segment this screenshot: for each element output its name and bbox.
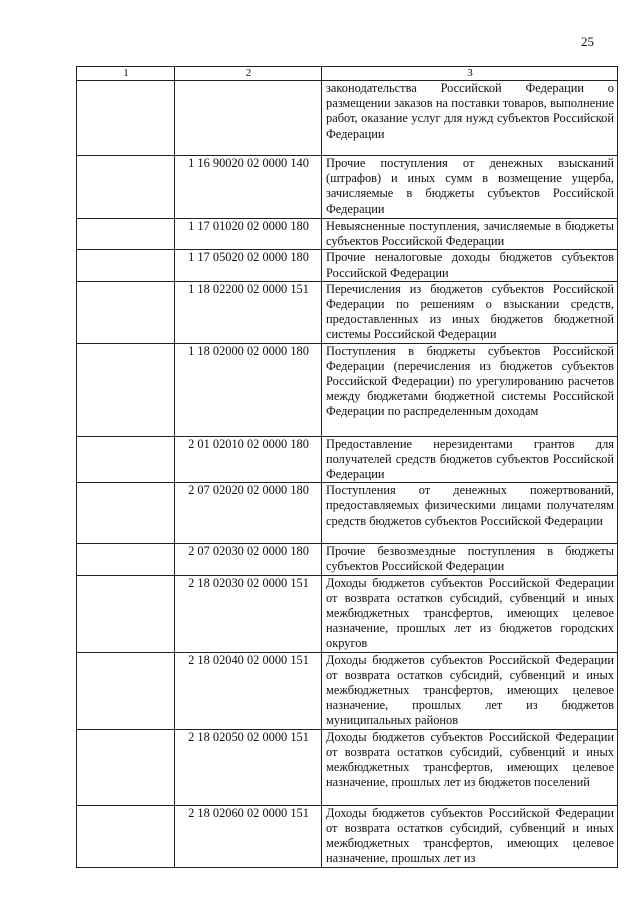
revenue-description-cell: Перечисления из бюджетов субъектов Российской Федерации по решениям о взыскании средств, предоставленных из иных бюджетов бюджетной системы Российской Федерации (322, 281, 618, 343)
admin-code-cell (77, 805, 175, 867)
revenue-code-cell: 1 18 02000 02 0000 180 (175, 343, 322, 436)
revenue-code-cell: 2 01 02010 02 0000 180 (175, 436, 322, 483)
table-row (77, 250, 618, 281)
admin-code-cell (77, 343, 175, 436)
column-header-1: 1 (77, 67, 175, 81)
table-row (77, 652, 618, 729)
revenue-description-cell: Невыясненные поступления, зачисляемые в бюджеты субъектов Российской Федерации (322, 219, 618, 250)
table-row (77, 281, 618, 343)
table-row (77, 219, 618, 250)
admin-code-cell (77, 81, 175, 156)
table-row (77, 483, 618, 544)
revenue-code-cell: 1 16 90020 02 0000 140 (175, 156, 322, 219)
revenue-description-cell: Поступления в бюджеты субъектов Российской Федерации (перечисления из бюджетов субъектов Российской Федерации) по урегулированию расчетов между бюджетами бюджетной системы Российской Федерации по распределенным доходам (322, 343, 618, 436)
table-header-row (77, 67, 618, 81)
revenue-description-cell: Прочие неналоговые доходы бюджетов субъектов Российской Федерации (322, 250, 618, 281)
revenue-description-cell: Прочие поступления от денежных взысканий (штрафов) и иных сумм в возмещение ущерба, зачисляемые в бюджеты субъектов Российской Федерации (322, 156, 618, 219)
budget-classification-table (76, 66, 618, 868)
column-header-2: 2 (175, 67, 322, 81)
table-row (77, 805, 618, 867)
revenue-code-cell: 2 18 02060 02 0000 151 (175, 805, 322, 867)
revenue-description-cell: Доходы бюджетов субъектов Российской Федерации от возврата остатков субсидий, субвенций и иных межбюджетных трансфертов, имеющих целевое назначение, прошлых лет из бюджетов городских округов (322, 575, 618, 652)
revenue-code-cell: 1 18 02200 02 0000 151 (175, 281, 322, 343)
revenue-code-cell: 2 18 02040 02 0000 151 (175, 652, 322, 729)
admin-code-cell (77, 544, 175, 575)
revenue-description-cell: Прочие безвозмездные поступления в бюджеты субъектов Российской Федерации (322, 544, 618, 575)
revenue-description-cell: Доходы бюджетов субъектов Российской Федерации от возврата остатков субсидий, субвенций и иных межбюджетных трансфертов, имеющих целевое назначение, прошлых лет из (322, 805, 618, 867)
admin-code-cell (77, 219, 175, 250)
revenue-description-cell: Доходы бюджетов субъектов Российской Федерации от возврата остатков субсидий, субвенций и иных межбюджетных трансфертов, имеющих целевое назначение, прошлых лет из бюджетов муниципальных районов (322, 652, 618, 729)
revenue-code-cell: 2 07 02020 02 0000 180 (175, 483, 322, 544)
revenue-code-cell: 1 17 01020 02 0000 180 (175, 219, 322, 250)
table-row (77, 729, 618, 805)
revenue-description-cell: Поступления от денежных пожертвований, предоставляемых физическими лицами получателям средств бюджетов субъектов Российской Федерации (322, 483, 618, 544)
admin-code-cell (77, 575, 175, 652)
revenue-code-cell: 1 17 05020 02 0000 180 (175, 250, 322, 281)
table-row (77, 343, 618, 436)
page-number: 25 (581, 34, 594, 49)
table-row (77, 156, 618, 219)
revenue-code-cell: 2 18 02050 02 0000 151 (175, 729, 322, 805)
admin-code-cell (77, 156, 175, 219)
admin-code-cell (77, 436, 175, 483)
revenue-description-cell: Доходы бюджетов субъектов Российской Федерации от возврата остатков субсидий, субвенций и иных межбюджетных трансфертов, имеющих целевое назначение, прошлых лет из бюджетов поселений (322, 729, 618, 805)
column-header-3: 3 (322, 67, 618, 81)
revenue-code-cell (175, 81, 322, 156)
admin-code-cell (77, 281, 175, 343)
table-row (77, 436, 618, 483)
revenue-description-cell: законодательства Российской Федерации о размещении заказов на поставки товаров, выполнение работ, оказание услуг для нужд субъектов Российской Федерации (322, 81, 618, 156)
admin-code-cell (77, 729, 175, 805)
revenue-description-cell: Предоставление нерезидентами грантов для получателей средств бюджетов субъектов Российской Федерации (322, 436, 618, 483)
admin-code-cell (77, 483, 175, 544)
admin-code-cell (77, 250, 175, 281)
revenue-code-cell: 2 07 02030 02 0000 180 (175, 544, 322, 575)
admin-code-cell (77, 652, 175, 729)
table-row (77, 544, 618, 575)
revenue-code-cell: 2 18 02030 02 0000 151 (175, 575, 322, 652)
table-row (77, 81, 618, 156)
table-row (77, 575, 618, 652)
